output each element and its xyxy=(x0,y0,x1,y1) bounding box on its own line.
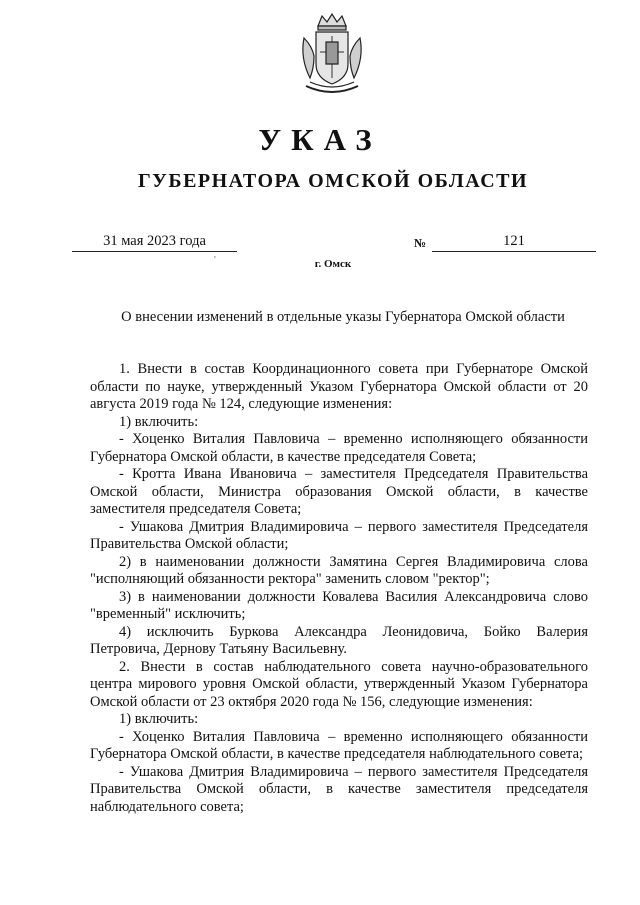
paragraph-1: 1. Внести в состав Координационного совета при Губернаторе Омской области по науке, утвержденный Указом Губернатора Омской области от 20 августа 2019 года № 124, следующие изменения: xyxy=(90,361,588,412)
decree-title: УКАЗ xyxy=(258,122,382,157)
paragraph-8: 4) исключить Буркова Александра Леонидовича, Бойко Валерия Петровича, Дернову Татьяну Васильевну. xyxy=(90,623,588,657)
coat-of-arms-icon xyxy=(296,12,368,98)
number-sign: № xyxy=(414,236,427,250)
paragraph-10: 1) включить: xyxy=(119,711,199,727)
decree-date: 31 мая 2023 года xyxy=(72,233,237,252)
paragraph-12: - Ушакова Дмитрия Владимировича – первого заместителя Председателя Правительства Омской области, в качестве заместителя председателя наблюдательного совета; xyxy=(90,763,588,815)
decree-body xyxy=(90,361,588,816)
date-tick-mark: ' xyxy=(214,255,216,266)
paragraph-11: - Хоценко Виталия Павловича – временно исполняющего обязанности Губернатора Омской области, в качестве председателя наблюдательного совета; xyxy=(90,728,588,762)
paragraph-9: 2. Внести в состав наблюдательного совета научно-образовательного центра мирового уровня Омской области, утвержденный Указом Губернатора Омской области от 23 октября 2020 года № 156, следующие изменения: xyxy=(90,658,588,710)
paragraph-6: 2) в наименовании должности Замятина Сергея Владимировича слова "исполняющий обязанности ректора" заменить словом "ректор"; xyxy=(90,553,588,587)
paragraph-4: - Кротта Ивана Ивановича – заместителя Председателя Правительства Омской области, Министра образования Омской области, в качестве заместителя председателя Совета; xyxy=(90,466,588,517)
paragraph-3: - Хоценко Виталия Павловича – временно исполняющего обязанности Губернатора Омской области, в качестве председателя Совета; xyxy=(90,431,588,465)
decree-city: г. Омск xyxy=(314,258,352,270)
decree-number: 121 xyxy=(432,233,596,252)
decree-heading: О внесении изменений в отдельные указы Губернатора Омской области xyxy=(121,309,565,325)
paragraph-7: 3) в наименовании должности Ковалева Василия Александровича слово "временный" исключить; xyxy=(90,588,588,622)
decree-subtitle: ГУБЕРНАТОРА ОМСКОЙ ОБЛАСТИ xyxy=(137,170,529,192)
paragraph-5: - Ушакова Дмитрия Владимировича – первого заместителя Председателя Правительства Омской области; xyxy=(90,518,588,552)
paragraph-2: 1) включить: xyxy=(119,413,199,430)
